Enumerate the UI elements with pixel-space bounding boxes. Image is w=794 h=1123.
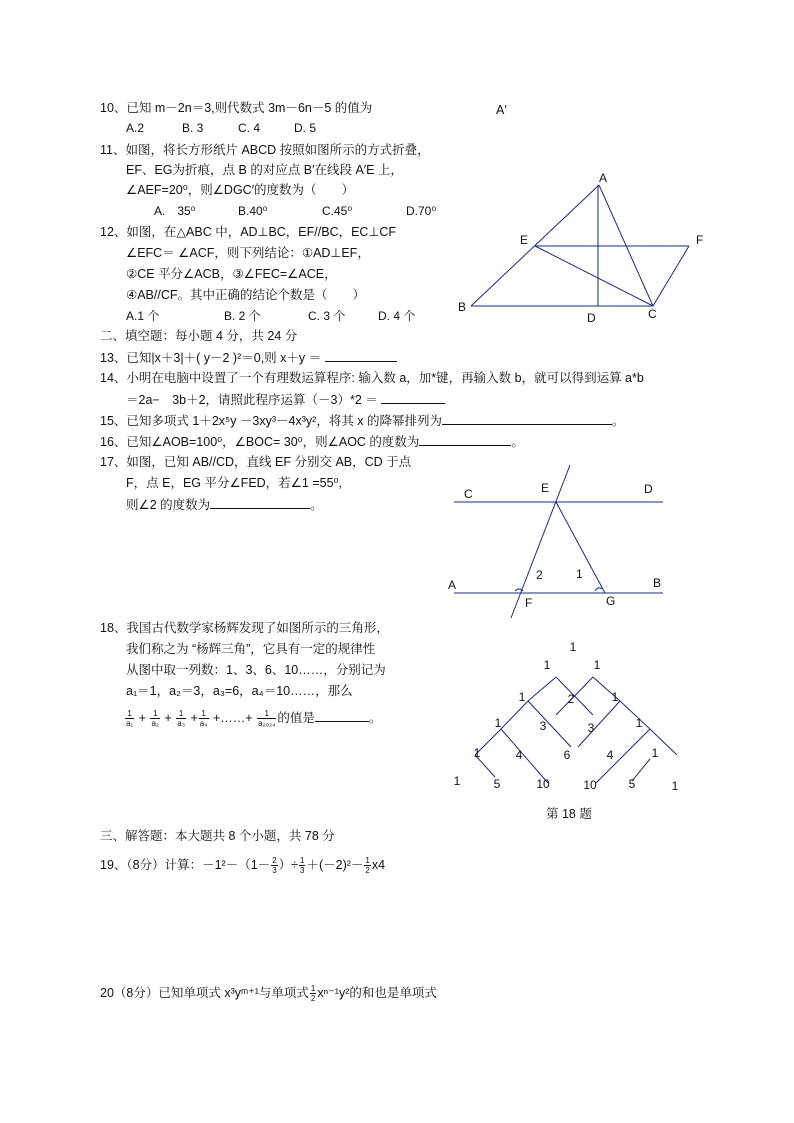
q12-label-f: F [696,233,704,247]
q12-option-d: D. 4 个 [378,309,416,323]
triangle-number-r6-c4: 10 [583,778,597,792]
triangle-number-r5-c5: 1 [651,746,659,760]
triangle-number-r4-c3: 3 [587,721,595,735]
q18-line-4: a₁＝1，a₂＝3，a₃=6，a₄＝10……，那么 [126,684,353,698]
q15-stem: 15、已知多项式 1＋2x⁵y －3xy³－4x³y²，将其 x 的降幂排列为 [100,414,443,428]
q11-option-c: C.45⁰ [322,204,353,218]
section-3-heading: 三、解答题：本大题共 8 个小题，共 78 分 [100,829,335,843]
q18-fraction-a4: $\frac{1}{\text{a₄}}$ [199,709,208,729]
q14-stem: ＝2a− 3b＋2，请照此程序运算（－3）*2 ＝ [126,393,378,407]
q12-option-a: A.1 个 [126,309,160,323]
q19-divide: ）÷ [278,858,299,872]
q11-figure-label-a-prime: A′ [496,103,507,117]
triangle-number-r6-c5: 5 [628,777,636,791]
q17-label-d: D [644,482,653,496]
triangle-number-r2-c1: 1 [543,658,551,672]
q19-fraction-two-thirds: $\frac{2}{3}$ [272,856,277,876]
triangle-number-r3-c3: 1 [611,690,619,704]
q17-label-b: B [653,576,662,590]
q18-line-3: 从图中取一列数：1、3、6、10……，分别记为 [126,663,386,677]
q10-option-c: C. 4 [238,121,261,135]
q19-fraction-one-third: $\frac{1}{3}$ [300,856,305,876]
q11-line-2: EF、EG为折痕，点 B 的对应点 B′在线段 A′E 上， [126,163,403,177]
q10-option-d: D. 5 [294,121,317,135]
q19-fraction-one-half: $\frac{1}{2}$ [365,856,370,876]
triangle-number-r6-c3: 10 [536,777,550,791]
q12-option-c: C. 3 个 [308,309,346,323]
q18-fraction-a2024: $\frac{1}{\text{a₂₀₂₄}}$ [258,709,276,729]
q18-expression-tail: 的值是 [277,711,315,725]
q15-answer-blank[interactable] [442,412,612,425]
q14-answer-blank[interactable] [381,391,445,404]
q10-option-b: B. 3 [182,121,204,135]
triangle-number-r5-c1: 1 [473,746,481,760]
q12-label-c: C [648,307,657,321]
q20-text [100,982,437,1004]
q14-line-1: 14、小明在电脑中设置了一个有理数运算程序: 输入数 a，加*键，再输入数 b，就可以得到运算 a*b [100,371,644,385]
q13-answer-blank[interactable] [325,349,397,362]
q11-line-1: 11、如图，将长方形纸片 ABCD 按照如图所示的方式折叠， [100,143,430,157]
triangle-number-r5-c4: 4 [606,748,614,762]
q20-fraction-one-half: $\frac{1}{2}$ [310,984,316,1004]
triangle-number-r6-c2: 5 [493,777,501,791]
q19-middle: ＋(－2)²－ [306,858,364,872]
q18-expression: $\frac{1}{\text{a₁}}$ + $\frac{1}{\text{a₂}}$ + $\frac{1}{\text{a₃}}$ + $\frac{1}{\text{a₄}}$ +……+ $\frac{1}{\text{a₂₀₂₄}}$ 的值是 。 [126,709,382,729]
triangle-number-r3-c2: 2 [567,692,575,706]
q17-line-2: F，点 E，EG 平分∠FED，若∠1 =55⁰, [126,476,343,490]
triangle-number-r5-c2: 4 [515,748,523,762]
section-2-heading: 二、填空题：每小题 4 分，共 24 分 [100,329,298,343]
q17-angle-2-label: 2 [536,568,543,582]
q17-line-1: 17、如图，已知 AB//CD，直线 EF 分别交 AB，CD 于点 [100,455,412,469]
q11-line-3: ∠AEF=20⁰，则∠DGC′的度数为（ ） [126,183,355,197]
q18-line-1: 18、我国古代数学家杨辉发现了如图所示的三角形， [100,621,389,635]
q12-line-1: 12、如图，在△ABC 中，AD⊥BC，EF//BC，EC⊥CF [100,225,397,239]
triangle-number-r1-c1: 1 [569,640,577,654]
q17-stem: 则∠2 的度数为 [126,498,211,512]
q18-ellipsis: +……+ [213,711,253,725]
q18-figure-caption: 第 18 题 [546,807,592,821]
yanghui-triangle-figure [445,635,685,805]
q17-parallel-lines-figure [445,462,675,622]
q17-label-f: F [525,596,533,610]
triangle-number-r4-c4: 1 [635,716,643,730]
triangle-number-r4-c1: 1 [494,716,502,730]
q18-line-2: 我们称之为 “杨辉三角”，它具有一定的规律性 [126,642,376,656]
triangle-number-r3-c1: 1 [518,690,526,704]
triangle-number-r6-c6: 1 [671,779,679,793]
q12-line-4: ④AB//CF。其中正确的结论个数是（ ） [126,288,365,302]
q16-answer-blank[interactable] [419,433,511,446]
q10-stem: 10、已知 m－2n＝3,则代数式 3m－6n－5 的值为 [100,101,373,115]
q15-text: 15、已知多项式 1＋2x⁵y －3xy³－4x³y²，将其 x 的降幂排列为 。 [100,414,625,428]
q16-stem: 16、已知∠AOB=100⁰，∠BOC= 30⁰，则∠AOC 的度数为 [100,435,420,449]
q18-answer-blank[interactable] [315,709,369,722]
q17-answer-blank[interactable] [210,496,310,509]
q18-plus-3: + [190,711,198,725]
q12-line-2: ∠EFC＝ ∠ACF，则下列结论：①AD⊥EF， [126,246,370,260]
q17-label-e: E [541,481,550,495]
triangle-number-r6-c1: 1 [453,774,461,788]
triangle-number-r2-c2: 1 [593,658,601,672]
q18-plus-2: + [164,711,172,725]
q12-label-b: B [458,300,467,314]
q17-label-g: G [606,594,616,608]
q13-text [100,349,397,366]
q13-stem: 13、已知|x＋3|＋( y－2 )²＝0,则 x＋y ＝ [100,351,322,365]
q16-text: 16、已知∠AOB=100⁰，∠BOC= 30⁰，则∠AOC 的度数为 。 [100,435,524,449]
q19-prefix: 19、（8分）计算：－1²－（1－ [100,858,271,872]
q18-fraction-a1: $\frac{1}{\text{a₁}}$ [126,709,134,729]
q12-label-d: D [587,311,596,325]
q17-label-c: C [464,487,473,501]
q19-suffix: x4 [371,858,386,872]
q12-triangle-figure [455,168,715,330]
triangle-number-r5-c3: 6 [563,748,571,762]
q17-line-3: 则∠2 的度数为 。 [126,498,323,512]
q18-fraction-a3: $\frac{1}{\text{a₃}}$ [177,709,185,729]
q17-label-a: A [448,578,457,592]
q11-option-b: B.40⁰ [238,204,268,218]
q18-fraction-a2: $\frac{1}{\text{a₂}}$ [151,709,159,729]
q12-option-b: B. 2 个 [224,309,261,323]
q17-angle-1-label: 1 [576,567,583,581]
q12-label-e: E [520,233,529,247]
q20-prefix: 20（8分）已知单项式 x³yᵐ⁺¹与单项式 [100,986,309,1000]
q11-option-a: A. 35⁰ [154,204,196,218]
q12-line-3: ②CE 平分∠ACB，③∠FEC=∠ACE， [126,267,337,281]
q14-line-2 [126,391,445,408]
q18-plus-1: + [138,711,146,725]
q19-text [100,854,385,876]
q12-label-a: A [599,171,608,185]
q11-option-d: D.70⁰ [406,204,437,218]
q10-option-a: A.2 [126,121,145,135]
triangle-number-r4-c2: 3 [539,719,547,733]
q20-suffix: xⁿ⁻¹y²的和也是单项式 [317,986,437,1000]
